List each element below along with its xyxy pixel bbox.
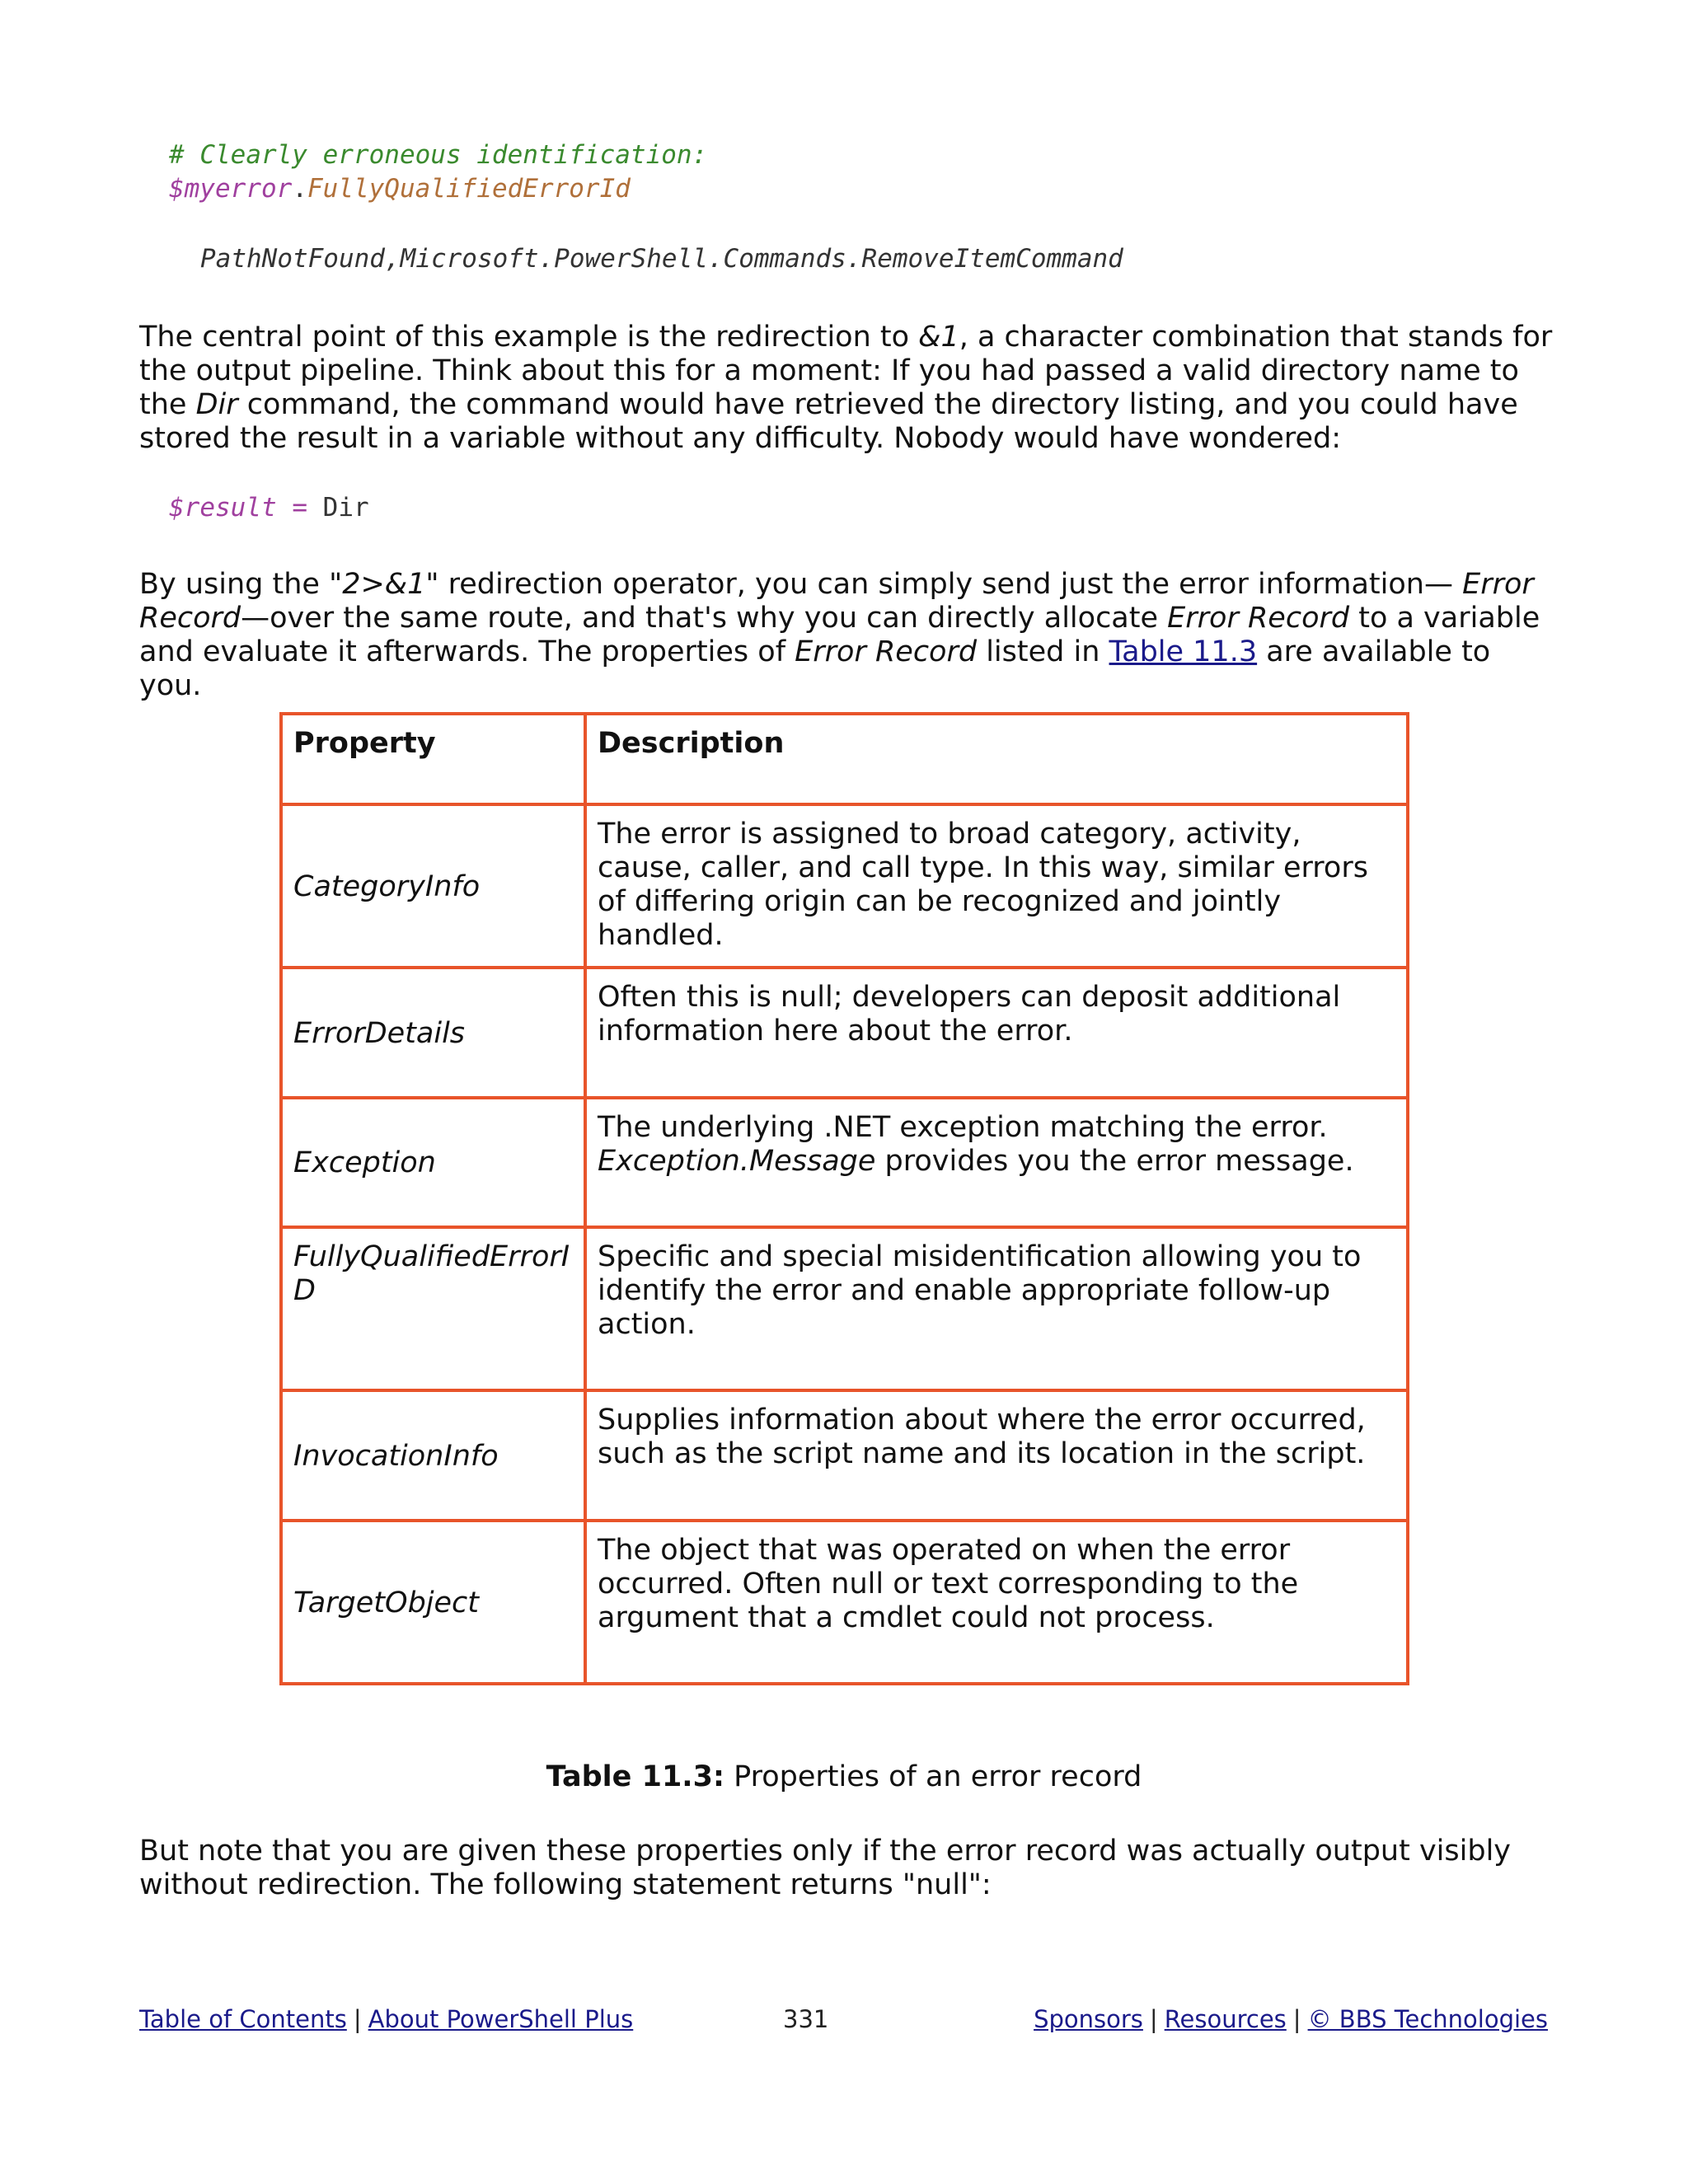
- caption-label: Table 11.3:: [546, 1760, 724, 1793]
- table-11-3-link[interactable]: Table 11.3: [1109, 635, 1258, 668]
- description-cell: Often this is null; developers can deposit additional information here about the error.: [585, 968, 1408, 1098]
- table-caption: [0, 1760, 1688, 1793]
- copyright-link[interactable]: © BBS Technologies: [1307, 2005, 1548, 2033]
- exception-desc-text: The underlying .NET exception matching the error.: [598, 1111, 1328, 1144]
- description-cell: The object that was operated on when the error occurred. Often null or text corresponding to the argument that a cmdlet could not process.: [585, 1521, 1408, 1684]
- para2-em-3: Error Record: [1167, 602, 1350, 635]
- paragraph-2: [139, 568, 1557, 703]
- table-row: [281, 1521, 1408, 1684]
- code-line: [169, 172, 1405, 206]
- code-dot: .: [292, 174, 307, 204]
- para2-em-2: Error Record: [139, 568, 1534, 635]
- table-row: [281, 804, 1408, 968]
- code-comment: # Clearly erroneous identification:: [169, 140, 708, 170]
- paragraph-3: But note that you are given these properties only if the error record was actually output visibly without redirection. The following statement returns "null":: [139, 1835, 1512, 1901]
- para2-text-3: —over the same route, and that's why you can directly allocate: [241, 602, 1168, 635]
- description-cell: Specific and special misidentification allowing you to identify the error and enable appropriate follow-up action.: [585, 1227, 1408, 1390]
- code-block-2: [169, 491, 1405, 525]
- exception-desc-tail: provides you the error message.: [875, 1145, 1354, 1178]
- description-cell: [585, 1098, 1408, 1227]
- property-cell: InvocationInfo: [281, 1390, 585, 1521]
- para2-text-2: " redirection operator, you can simply send just the error information—: [425, 568, 1463, 601]
- para1-em-2: Dir: [195, 388, 238, 421]
- property-cell: ErrorDetails: [281, 968, 585, 1098]
- para1-text-3: command, the command would have retrieved the directory listing, and you could have stored the result in a variable without any difficulty. Nobody would have wondered:: [139, 388, 1518, 455]
- exception-desc-em: Exception.Message: [598, 1145, 876, 1178]
- footer-separator: |: [1292, 2005, 1301, 2033]
- about-powershell-plus-link[interactable]: About PowerShell Plus: [368, 2005, 634, 2033]
- property-cell: TargetObject: [281, 1521, 585, 1684]
- para1-text-2: , a character combination that stands for the output pipeline. Think about this for a moment: If you had passed a valid directory name to the: [139, 321, 1553, 421]
- footer-separator: |: [1149, 2005, 1158, 2033]
- para2-em-1: 2>&1: [342, 568, 426, 601]
- para1-text-1: The central point of this example is the redirection to: [139, 321, 919, 354]
- para2-text-5: listed in: [977, 635, 1109, 668]
- footer-left: [139, 2005, 633, 2033]
- para2-text-1: By using the ": [139, 568, 343, 601]
- code-variable: $myerror: [169, 174, 293, 204]
- table-row: [281, 968, 1408, 1098]
- para1-em-1: &1: [918, 321, 959, 354]
- paragraph-1: [139, 321, 1557, 456]
- code-property: FullyQualifiedErrorId: [307, 174, 631, 204]
- header-property: Property: [281, 714, 585, 804]
- footer-separator: |: [353, 2005, 362, 2033]
- code-block-1: [169, 138, 1405, 206]
- resources-link[interactable]: Resources: [1164, 2005, 1287, 2033]
- table-header-row: [281, 714, 1408, 804]
- para2-em-4: Error Record: [795, 635, 978, 668]
- code-command: Dir: [322, 493, 369, 523]
- page-number: 331: [783, 2005, 829, 2033]
- property-cell: CategoryInfo: [281, 804, 585, 968]
- para2-text-6: are available to you.: [139, 635, 1491, 702]
- property-cell: Exception: [281, 1098, 585, 1227]
- para2-text-4: to a variable and evaluate it afterwards. The properties of: [139, 602, 1540, 668]
- properties-table: [279, 712, 1409, 1685]
- code-operator: =: [276, 493, 323, 523]
- description-cell: The error is assigned to broad category, activity, cause, caller, and call type. In this way, similar errors of differing origin can be recognized and jointly handled.: [585, 804, 1408, 968]
- property-cell: FullyQualifiedErrorID: [281, 1227, 585, 1390]
- caption-text: Properties of an error record: [724, 1760, 1142, 1793]
- table-row: [281, 1227, 1408, 1390]
- code-variable: $result: [169, 493, 277, 523]
- table-row: [281, 1098, 1408, 1227]
- footer-right: [1034, 2005, 1548, 2033]
- code-output: PathNotFound,Microsoft.PowerShell.Commands.RemoveItemCommand: [200, 244, 1123, 274]
- table-of-contents-link[interactable]: Table of Contents: [139, 2005, 347, 2033]
- description-cell: Supplies information about where the error occurred, such as the script name and its location in the script.: [585, 1390, 1408, 1521]
- sponsors-link[interactable]: Sponsors: [1034, 2005, 1143, 2033]
- header-description: Description: [585, 714, 1408, 804]
- table-row: [281, 1390, 1408, 1521]
